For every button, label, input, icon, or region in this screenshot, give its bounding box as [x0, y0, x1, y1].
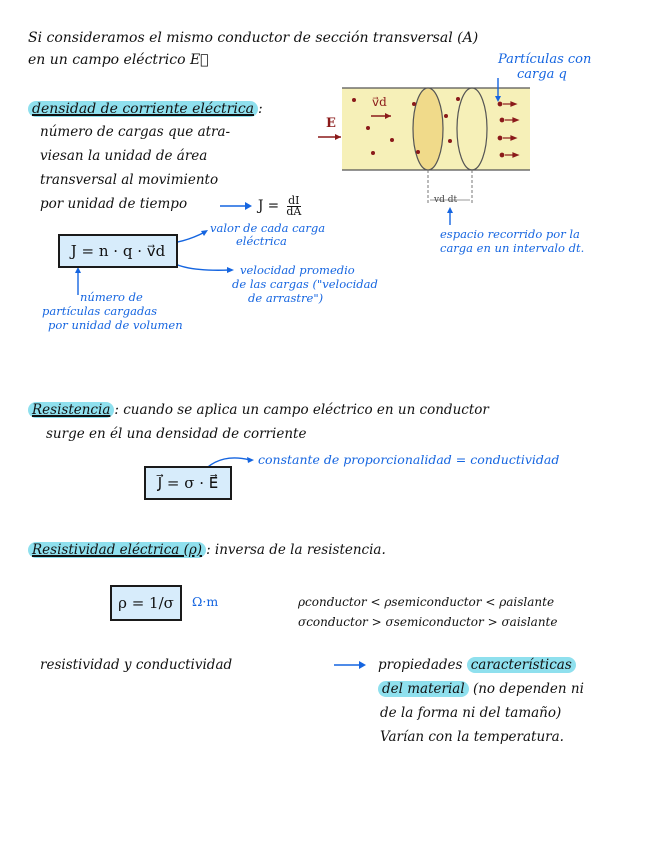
cd-text-line-3: transversal al movimiento [40, 172, 219, 188]
resistance-title: Resistencia [28, 402, 114, 418]
field-e-label: E [326, 116, 336, 131]
cd-text-line-1: número de cargas que atra- [40, 124, 231, 140]
current-density-definition: J = $\frac{dI}{dA}$ [258, 194, 302, 218]
material-highlight: del material [378, 681, 469, 697]
cd-text-line-4: por unidad de tiempo [40, 196, 188, 212]
resistance-line-1: Resistencia : cuando se aplica un campo eléctrico en un conductor [28, 402, 489, 418]
properties-line-2: del material (no dependen ni [378, 681, 584, 697]
charge-note-line-2: eléctrica [236, 234, 287, 248]
velocity-note-line-2: de las cargas ("velocidad [232, 277, 378, 291]
resistivity-unit: Ω·m [192, 594, 219, 609]
space-note-line-2: carga en un intervalo dt. [440, 241, 585, 255]
conductivity-comparison: σconductor > σsemiconductor > σaislante [298, 615, 558, 629]
properties-line-4: Varían con la temperatura. [380, 729, 564, 745]
current-density-formula-box: J = n · q · v⃗d [58, 234, 178, 268]
n-note-line-3: por unidad de volumen [48, 318, 183, 332]
characteristic-highlight: características [467, 657, 576, 673]
ohm-law-formula-box: J⃗ = σ · E⃗ [144, 466, 232, 500]
resistivity-title: Resistividad eléctrica (ρ) [28, 542, 206, 558]
space-note-line-1: espacio recorrido por la [440, 227, 580, 241]
intro-line-2: en un campo eléctrico E⃗ [28, 52, 209, 68]
velocity-note-line-3: de arrastre") [248, 291, 324, 305]
conductivity-note: constante de proporcionalidad = conductividad [258, 452, 560, 467]
resistivity-line: Resistividad eléctrica (ρ) : inversa de la resistencia. [28, 542, 386, 558]
charge-note-line-1: valor de cada carga [210, 221, 326, 235]
current-density-title: densidad de corriente eléctrica [28, 101, 258, 117]
cross-section-1 [413, 88, 443, 170]
intro-line-1: Si consideramos el mismo conductor de sección transversal (A) [28, 30, 479, 46]
properties-subject: resistividad y conductividad [40, 657, 233, 673]
n-note-line-1: número de [80, 290, 143, 304]
n-note-line-2: partículas cargadas [42, 304, 158, 318]
cd-text-line-2: viesan la unidad de área [40, 148, 208, 164]
resistance-line-2: surge en él una densidad de corriente [46, 426, 307, 442]
resistivity-comparison: ρconductor < ρsemiconductor < ρaislante [298, 595, 555, 609]
resistivity-formula-box: ρ = 1/σ [110, 585, 182, 621]
particles-label-line-1: Partículas con [498, 52, 592, 67]
particles-label-line-2: carga q [517, 67, 567, 82]
current-density-heading: densidad de corriente eléctrica : [28, 101, 263, 117]
drift-velocity-label: v⃗d [372, 95, 387, 109]
properties-line-1: propiedades características [378, 657, 576, 673]
velocity-note-line-1: velocidad promedio [240, 263, 355, 277]
distance-label: vd dt [434, 195, 458, 205]
properties-line-3: de la forma ni del tamaño) [380, 705, 562, 721]
